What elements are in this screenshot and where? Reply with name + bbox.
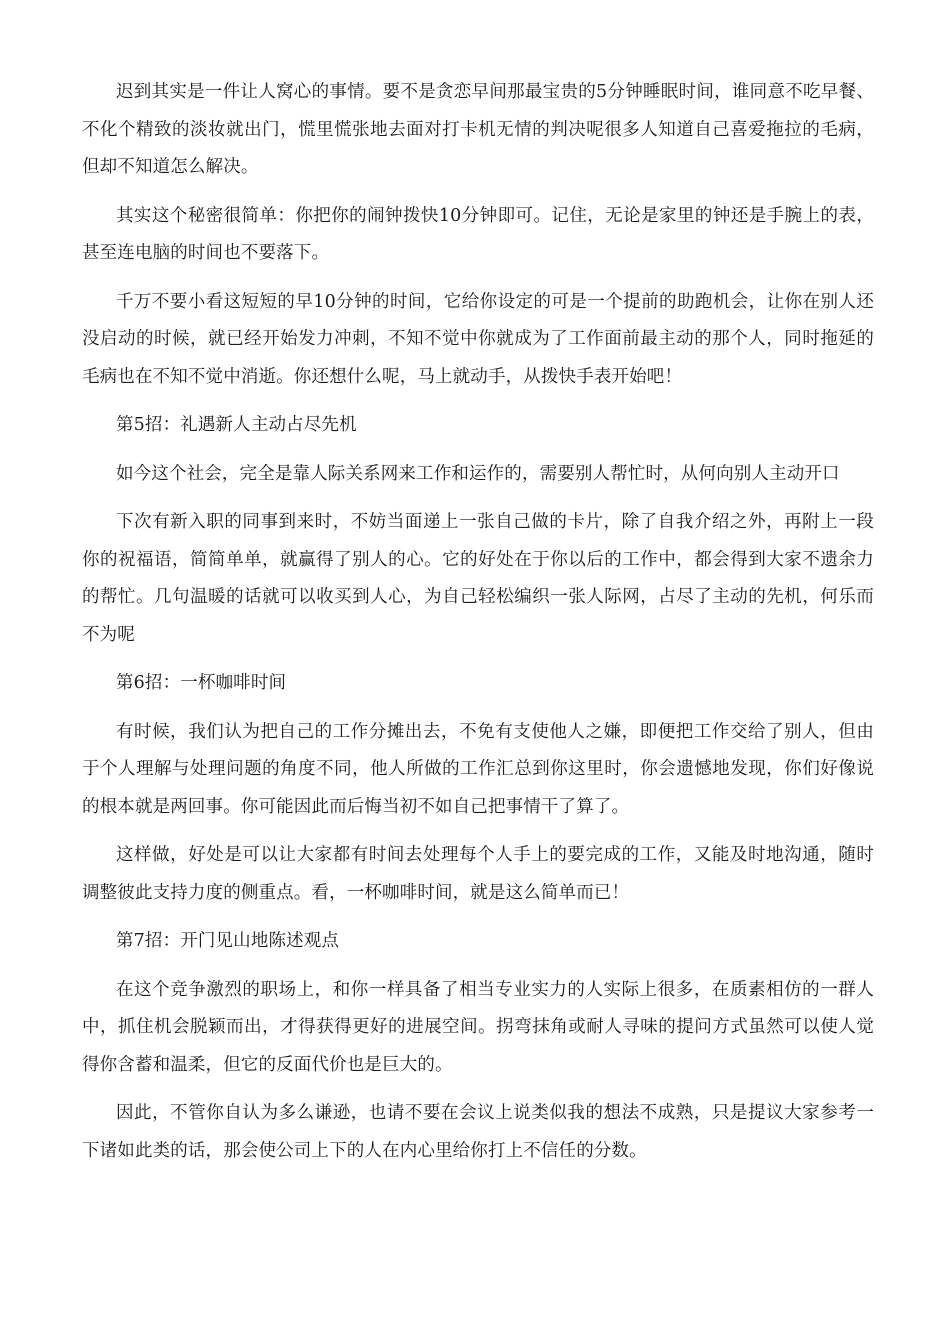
document-body	[82, 74, 874, 1181]
paragraph-social-network: 如今这个社会，完全是靠人际关系网来工作和运作的，需要别人帮忙时，从何向别人主动开口	[116, 463, 840, 484]
paragraph-competitive-workplace: 在这个竞争激烈的职场上，和你一样具备了相当专业实力的人实际上很多，在质素相仿的一群人中，抓住机会脱颖而出，才得获得更好的进展空间。拐弯抹角或耐人寻味的提问方式虽然可以使人觉得你含蓄和温柔，但它的反面代价也是巨大的。	[82, 979, 874, 1075]
paragraph-modesty-warning: 因此，不管你自认为多么谦逊，也请不要在会议上说类似我的想法不成熟，只是提议大家参考一下诸如此类的话，那会使公司上下的人在内心里给你打上不信任的分数。	[82, 1103, 874, 1161]
paragraph-clock-secret: 其实这个秘密很简单：你把你的闹钟拨快10分钟即可。记住，无论是家里的钟还是手腕上的表，甚至连电脑的时间也不要落下。	[82, 205, 874, 263]
section-heading-tip-6: 第6招：一杯咖啡时间	[116, 673, 287, 693]
section-heading-tip-5: 第5招：礼遇新人主动占尽先机	[116, 415, 357, 435]
paragraph-new-colleague-card: 下次有新入职的同事到来时，不妨当面递上一张自己做的卡片，除了自我介绍之外，再附上一段你的祝福语，简简单单，就赢得了别人的心。它的好处在于你以后的工作中，都会得到大家不遗余力的帮忙。几句温暖的话就可以收买到人心，为自己轻松编织一张人际网，占尽了主动的先机，何乐而不为呢	[82, 512, 874, 645]
paragraph-coffee-benefit: 这样做，好处是可以让大家都有时间去处理每个人手上的要完成的工作，又能及时地沟通，随时调整彼此支持力度的侧重点。看，一杯咖啡时间，就是这么简单而已！	[82, 845, 874, 903]
paragraph-late-arrival: 迟到其实是一件让人窝心的事情。要不是贪恋早间那最宝贵的5分钟睡眠时间，谁同意不吃早餐、不化个精致的淡妆就出门，慌里慌张地去面对打卡机无情的判决呢很多人知道自己喜爱拖拉的毛病，但却不知道怎么解决。	[82, 82, 874, 177]
paragraph-delegating-work: 有时候，我们认为把自己的工作分摊出去，不免有支使他人之嫌，即便把工作交给了别人，但由于个人理解与处理问题的角度不同，他人所做的工作汇总到你这里时，你会遗憾地发现，你们好像说的根本就是两回事。你可能因此而后悔当初不如自己把事情干了算了。	[82, 721, 874, 817]
section-heading-tip-7: 第7招：开门见山地陈述观点	[116, 931, 340, 951]
paragraph-ten-minutes: 千万不要小看这短短的早10分钟的时间，它给你设定的可是一个提前的助跑机会，让你在别人还没启动的时候，就已经开始发力冲刺，不知不觉中你就成为了工作面前最主动的那个人，同时拖延的毛病也在不知不觉中消逝。你还想什么呢，马上就动手，从拨快手表开始吧！	[82, 291, 874, 387]
